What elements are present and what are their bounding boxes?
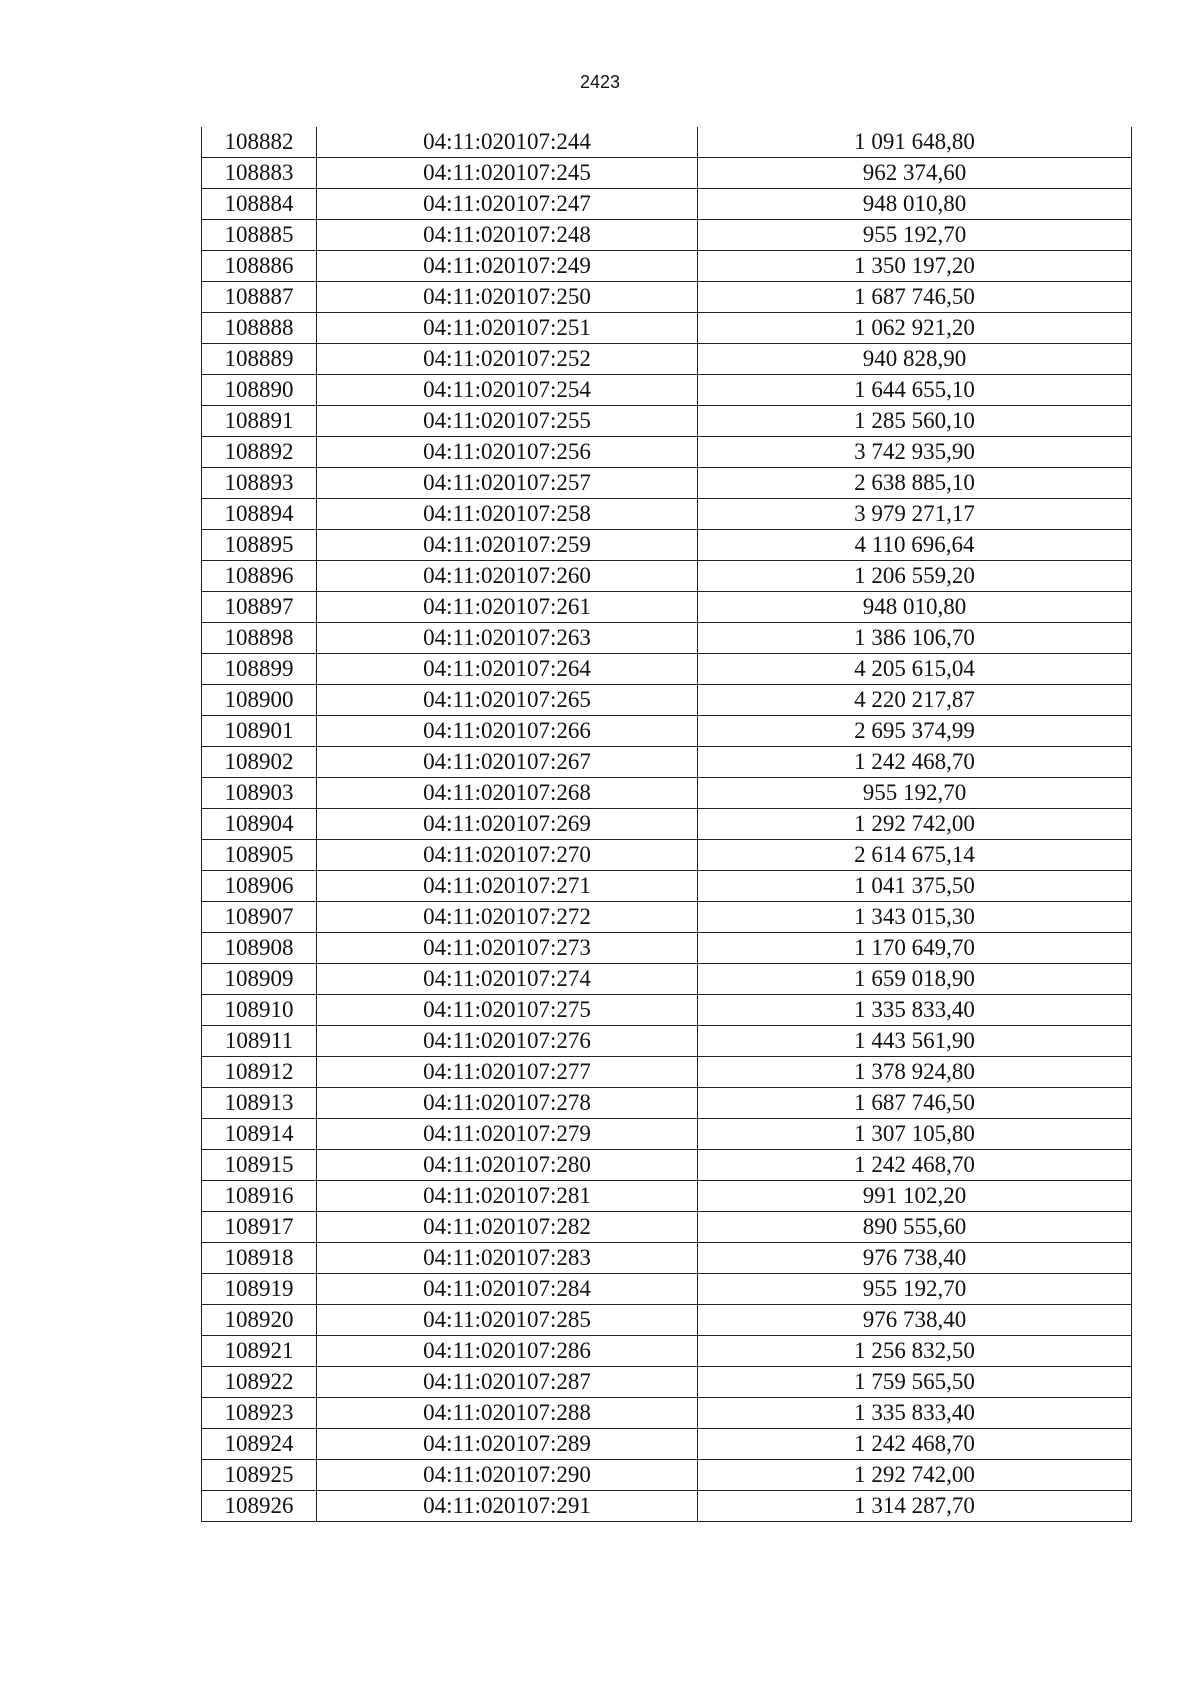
cadastral-number-cell: 04:11:020107:284 bbox=[317, 1274, 698, 1305]
cadastral-number-cell: 04:11:020107:257 bbox=[317, 468, 698, 499]
cadastral-value-cell: 1 292 742,00 bbox=[698, 1460, 1132, 1491]
row-number-cell: 108899 bbox=[202, 654, 317, 685]
table-row bbox=[202, 1181, 1132, 1212]
cadastral-number-cell: 04:11:020107:251 bbox=[317, 313, 698, 344]
cadastral-value-cell: 1 343 015,30 bbox=[698, 902, 1132, 933]
table-row bbox=[202, 871, 1132, 902]
cadastral-value-cell: 2 638 885,10 bbox=[698, 468, 1132, 499]
cadastral-number-cell: 04:11:020107:289 bbox=[317, 1429, 698, 1460]
row-number-cell: 108898 bbox=[202, 623, 317, 654]
cadastral-value-cell: 2 695 374,99 bbox=[698, 716, 1132, 747]
cadastral-value-cell: 955 192,70 bbox=[698, 1274, 1132, 1305]
cadastral-number-cell: 04:11:020107:282 bbox=[317, 1212, 698, 1243]
cadastral-value-cell: 1 285 560,10 bbox=[698, 406, 1132, 437]
row-number-cell: 108920 bbox=[202, 1305, 317, 1336]
row-number-cell: 108886 bbox=[202, 251, 317, 282]
table-row bbox=[202, 158, 1132, 189]
row-number-cell: 108893 bbox=[202, 468, 317, 499]
row-number-cell: 108900 bbox=[202, 685, 317, 716]
table-row bbox=[202, 902, 1132, 933]
cadastral-number-cell: 04:11:020107:273 bbox=[317, 933, 698, 964]
cadastral-value-cell: 1 242 468,70 bbox=[698, 1150, 1132, 1181]
cadastral-value-cell: 1 062 921,20 bbox=[698, 313, 1132, 344]
table-row bbox=[202, 1367, 1132, 1398]
table-row bbox=[202, 344, 1132, 375]
cadastral-number-cell: 04:11:020107:286 bbox=[317, 1336, 698, 1367]
cadastral-value-table bbox=[201, 127, 1132, 1522]
table-row bbox=[202, 561, 1132, 592]
row-number-cell: 108897 bbox=[202, 592, 317, 623]
cadastral-value-cell: 940 828,90 bbox=[698, 344, 1132, 375]
row-number-cell: 108922 bbox=[202, 1367, 317, 1398]
cadastral-value-cell: 955 192,70 bbox=[698, 220, 1132, 251]
cadastral-value-cell: 4 220 217,87 bbox=[698, 685, 1132, 716]
row-number-cell: 108925 bbox=[202, 1460, 317, 1491]
cadastral-value-cell: 1 644 655,10 bbox=[698, 375, 1132, 406]
cadastral-number-cell: 04:11:020107:244 bbox=[317, 127, 698, 158]
row-number-cell: 108911 bbox=[202, 1026, 317, 1057]
table-row bbox=[202, 1026, 1132, 1057]
cadastral-value-cell: 1 041 375,50 bbox=[698, 871, 1132, 902]
cadastral-number-cell: 04:11:020107:275 bbox=[317, 995, 698, 1026]
cadastral-number-cell: 04:11:020107:288 bbox=[317, 1398, 698, 1429]
row-number-cell: 108912 bbox=[202, 1057, 317, 1088]
cadastral-value-cell: 976 738,40 bbox=[698, 1305, 1132, 1336]
table-row bbox=[202, 127, 1132, 158]
cadastral-number-cell: 04:11:020107:247 bbox=[317, 189, 698, 220]
cadastral-value-cell: 890 555,60 bbox=[698, 1212, 1132, 1243]
row-number-cell: 108890 bbox=[202, 375, 317, 406]
row-number-cell: 108919 bbox=[202, 1274, 317, 1305]
row-number-cell: 108907 bbox=[202, 902, 317, 933]
table-row bbox=[202, 406, 1132, 437]
cadastral-number-cell: 04:11:020107:265 bbox=[317, 685, 698, 716]
cadastral-value-cell: 1 307 105,80 bbox=[698, 1119, 1132, 1150]
cadastral-value-cell: 3 979 271,17 bbox=[698, 499, 1132, 530]
table-row bbox=[202, 623, 1132, 654]
cadastral-value-cell: 1 242 468,70 bbox=[698, 747, 1132, 778]
row-number-cell: 108882 bbox=[202, 127, 317, 158]
cadastral-number-cell: 04:11:020107:274 bbox=[317, 964, 698, 995]
page-number: 2423 bbox=[579, 72, 621, 92]
cadastral-number-cell: 04:11:020107:280 bbox=[317, 1150, 698, 1181]
table-row bbox=[202, 840, 1132, 871]
cadastral-value-cell: 991 102,20 bbox=[698, 1181, 1132, 1212]
table-row bbox=[202, 1119, 1132, 1150]
cadastral-value-cell: 1 314 287,70 bbox=[698, 1491, 1132, 1522]
row-number-cell: 108917 bbox=[202, 1212, 317, 1243]
table-row bbox=[202, 1088, 1132, 1119]
cadastral-value-cell: 1 335 833,40 bbox=[698, 1398, 1132, 1429]
cadastral-number-cell: 04:11:020107:248 bbox=[317, 220, 698, 251]
cadastral-value-cell: 1 759 565,50 bbox=[698, 1367, 1132, 1398]
cadastral-number-cell: 04:11:020107:266 bbox=[317, 716, 698, 747]
table-row bbox=[202, 747, 1132, 778]
row-number-cell: 108910 bbox=[202, 995, 317, 1026]
cadastral-value-cell: 955 192,70 bbox=[698, 778, 1132, 809]
table-row bbox=[202, 716, 1132, 747]
cadastral-number-cell: 04:11:020107:279 bbox=[317, 1119, 698, 1150]
cadastral-value-cell: 4 110 696,64 bbox=[698, 530, 1132, 561]
row-number-cell: 108901 bbox=[202, 716, 317, 747]
table-row bbox=[202, 1305, 1132, 1336]
table-row bbox=[202, 778, 1132, 809]
cadastral-number-cell: 04:11:020107:291 bbox=[317, 1491, 698, 1522]
row-number-cell: 108914 bbox=[202, 1119, 317, 1150]
table-row bbox=[202, 1150, 1132, 1181]
cadastral-number-cell: 04:11:020107:259 bbox=[317, 530, 698, 561]
row-number-cell: 108921 bbox=[202, 1336, 317, 1367]
cadastral-number-cell: 04:11:020107:252 bbox=[317, 344, 698, 375]
cadastral-value-cell: 2 614 675,14 bbox=[698, 840, 1132, 871]
row-number-cell: 108916 bbox=[202, 1181, 317, 1212]
row-number-cell: 108887 bbox=[202, 282, 317, 313]
cadastral-number-cell: 04:11:020107:285 bbox=[317, 1305, 698, 1336]
cadastral-value-cell: 4 205 615,04 bbox=[698, 654, 1132, 685]
cadastral-value-cell: 962 374,60 bbox=[698, 158, 1132, 189]
row-number-cell: 108888 bbox=[202, 313, 317, 344]
cadastral-value-cell: 1 687 746,50 bbox=[698, 1088, 1132, 1119]
cadastral-number-cell: 04:11:020107:263 bbox=[317, 623, 698, 654]
table-body bbox=[202, 127, 1132, 1522]
table-row bbox=[202, 313, 1132, 344]
row-number-cell: 108894 bbox=[202, 499, 317, 530]
table-row bbox=[202, 933, 1132, 964]
row-number-cell: 108896 bbox=[202, 561, 317, 592]
table-row bbox=[202, 468, 1132, 499]
row-number-cell: 108923 bbox=[202, 1398, 317, 1429]
table-row bbox=[202, 375, 1132, 406]
table-row bbox=[202, 282, 1132, 313]
row-number-cell: 108885 bbox=[202, 220, 317, 251]
cadastral-number-cell: 04:11:020107:255 bbox=[317, 406, 698, 437]
cadastral-number-cell: 04:11:020107:287 bbox=[317, 1367, 698, 1398]
cadastral-number-cell: 04:11:020107:283 bbox=[317, 1243, 698, 1274]
cadastral-value-cell: 1 292 742,00 bbox=[698, 809, 1132, 840]
cadastral-number-cell: 04:11:020107:269 bbox=[317, 809, 698, 840]
cadastral-number-cell: 04:11:020107:278 bbox=[317, 1088, 698, 1119]
cadastral-number-cell: 04:11:020107:276 bbox=[317, 1026, 698, 1057]
table-row bbox=[202, 499, 1132, 530]
cadastral-number-cell: 04:11:020107:245 bbox=[317, 158, 698, 189]
cadastral-number-cell: 04:11:020107:250 bbox=[317, 282, 698, 313]
row-number-cell: 108908 bbox=[202, 933, 317, 964]
table-row bbox=[202, 1460, 1132, 1491]
cadastral-number-cell: 04:11:020107:281 bbox=[317, 1181, 698, 1212]
cadastral-value-cell: 948 010,80 bbox=[698, 189, 1132, 220]
cadastral-value-cell: 1 350 197,20 bbox=[698, 251, 1132, 282]
row-number-cell: 108906 bbox=[202, 871, 317, 902]
row-number-cell: 108918 bbox=[202, 1243, 317, 1274]
cadastral-value-cell: 1 659 018,90 bbox=[698, 964, 1132, 995]
cadastral-number-cell: 04:11:020107:256 bbox=[317, 437, 698, 468]
table-row bbox=[202, 530, 1132, 561]
table-row bbox=[202, 1491, 1132, 1522]
row-number-cell: 108909 bbox=[202, 964, 317, 995]
table-row bbox=[202, 189, 1132, 220]
cadastral-value-cell: 1 443 561,90 bbox=[698, 1026, 1132, 1057]
cadastral-number-cell: 04:11:020107:254 bbox=[317, 375, 698, 406]
row-number-cell: 108913 bbox=[202, 1088, 317, 1119]
table-row bbox=[202, 809, 1132, 840]
cadastral-number-cell: 04:11:020107:290 bbox=[317, 1460, 698, 1491]
cadastral-value-cell: 1 206 559,20 bbox=[698, 561, 1132, 592]
row-number-cell: 108926 bbox=[202, 1491, 317, 1522]
row-number-cell: 108883 bbox=[202, 158, 317, 189]
row-number-cell: 108895 bbox=[202, 530, 317, 561]
cadastral-number-cell: 04:11:020107:271 bbox=[317, 871, 698, 902]
table-row bbox=[202, 437, 1132, 468]
cadastral-value-cell: 3 742 935,90 bbox=[698, 437, 1132, 468]
table-row bbox=[202, 220, 1132, 251]
table-row bbox=[202, 1429, 1132, 1460]
cadastral-value-cell: 1 170 649,70 bbox=[698, 933, 1132, 964]
cadastral-value-cell: 1 256 832,50 bbox=[698, 1336, 1132, 1367]
row-number-cell: 108884 bbox=[202, 189, 317, 220]
table-row bbox=[202, 1243, 1132, 1274]
cadastral-value-cell: 1 386 106,70 bbox=[698, 623, 1132, 654]
row-number-cell: 108924 bbox=[202, 1429, 317, 1460]
cadastral-number-cell: 04:11:020107:270 bbox=[317, 840, 698, 871]
table-row bbox=[202, 654, 1132, 685]
cadastral-number-cell: 04:11:020107:261 bbox=[317, 592, 698, 623]
row-number-cell: 108902 bbox=[202, 747, 317, 778]
cadastral-value-cell: 1 242 468,70 bbox=[698, 1429, 1132, 1460]
cadastral-number-cell: 04:11:020107:258 bbox=[317, 499, 698, 530]
cadastral-number-cell: 04:11:020107:267 bbox=[317, 747, 698, 778]
table-row bbox=[202, 1398, 1132, 1429]
row-number-cell: 108889 bbox=[202, 344, 317, 375]
cadastral-number-cell: 04:11:020107:268 bbox=[317, 778, 698, 809]
table-row bbox=[202, 251, 1132, 282]
cadastral-number-cell: 04:11:020107:249 bbox=[317, 251, 698, 282]
table-row bbox=[202, 1274, 1132, 1305]
cadastral-value-cell: 1 335 833,40 bbox=[698, 995, 1132, 1026]
table-row bbox=[202, 1336, 1132, 1367]
cadastral-value-cell: 1 091 648,80 bbox=[698, 127, 1132, 158]
row-number-cell: 108892 bbox=[202, 437, 317, 468]
cadastral-number-cell: 04:11:020107:264 bbox=[317, 654, 698, 685]
row-number-cell: 108891 bbox=[202, 406, 317, 437]
row-number-cell: 108904 bbox=[202, 809, 317, 840]
table-row bbox=[202, 995, 1132, 1026]
row-number-cell: 108905 bbox=[202, 840, 317, 871]
cadastral-value-cell: 1 378 924,80 bbox=[698, 1057, 1132, 1088]
row-number-cell: 108903 bbox=[202, 778, 317, 809]
table-row bbox=[202, 685, 1132, 716]
cadastral-number-cell: 04:11:020107:260 bbox=[317, 561, 698, 592]
row-number-cell: 108915 bbox=[202, 1150, 317, 1181]
cadastral-value-cell: 948 010,80 bbox=[698, 592, 1132, 623]
cadastral-value-cell: 1 687 746,50 bbox=[698, 282, 1132, 313]
cadastral-number-cell: 04:11:020107:277 bbox=[317, 1057, 698, 1088]
cadastral-value-cell: 976 738,40 bbox=[698, 1243, 1132, 1274]
cadastral-number-cell: 04:11:020107:272 bbox=[317, 902, 698, 933]
table-row bbox=[202, 1212, 1132, 1243]
table-row bbox=[202, 964, 1132, 995]
table-row bbox=[202, 592, 1132, 623]
table-row bbox=[202, 1057, 1132, 1088]
